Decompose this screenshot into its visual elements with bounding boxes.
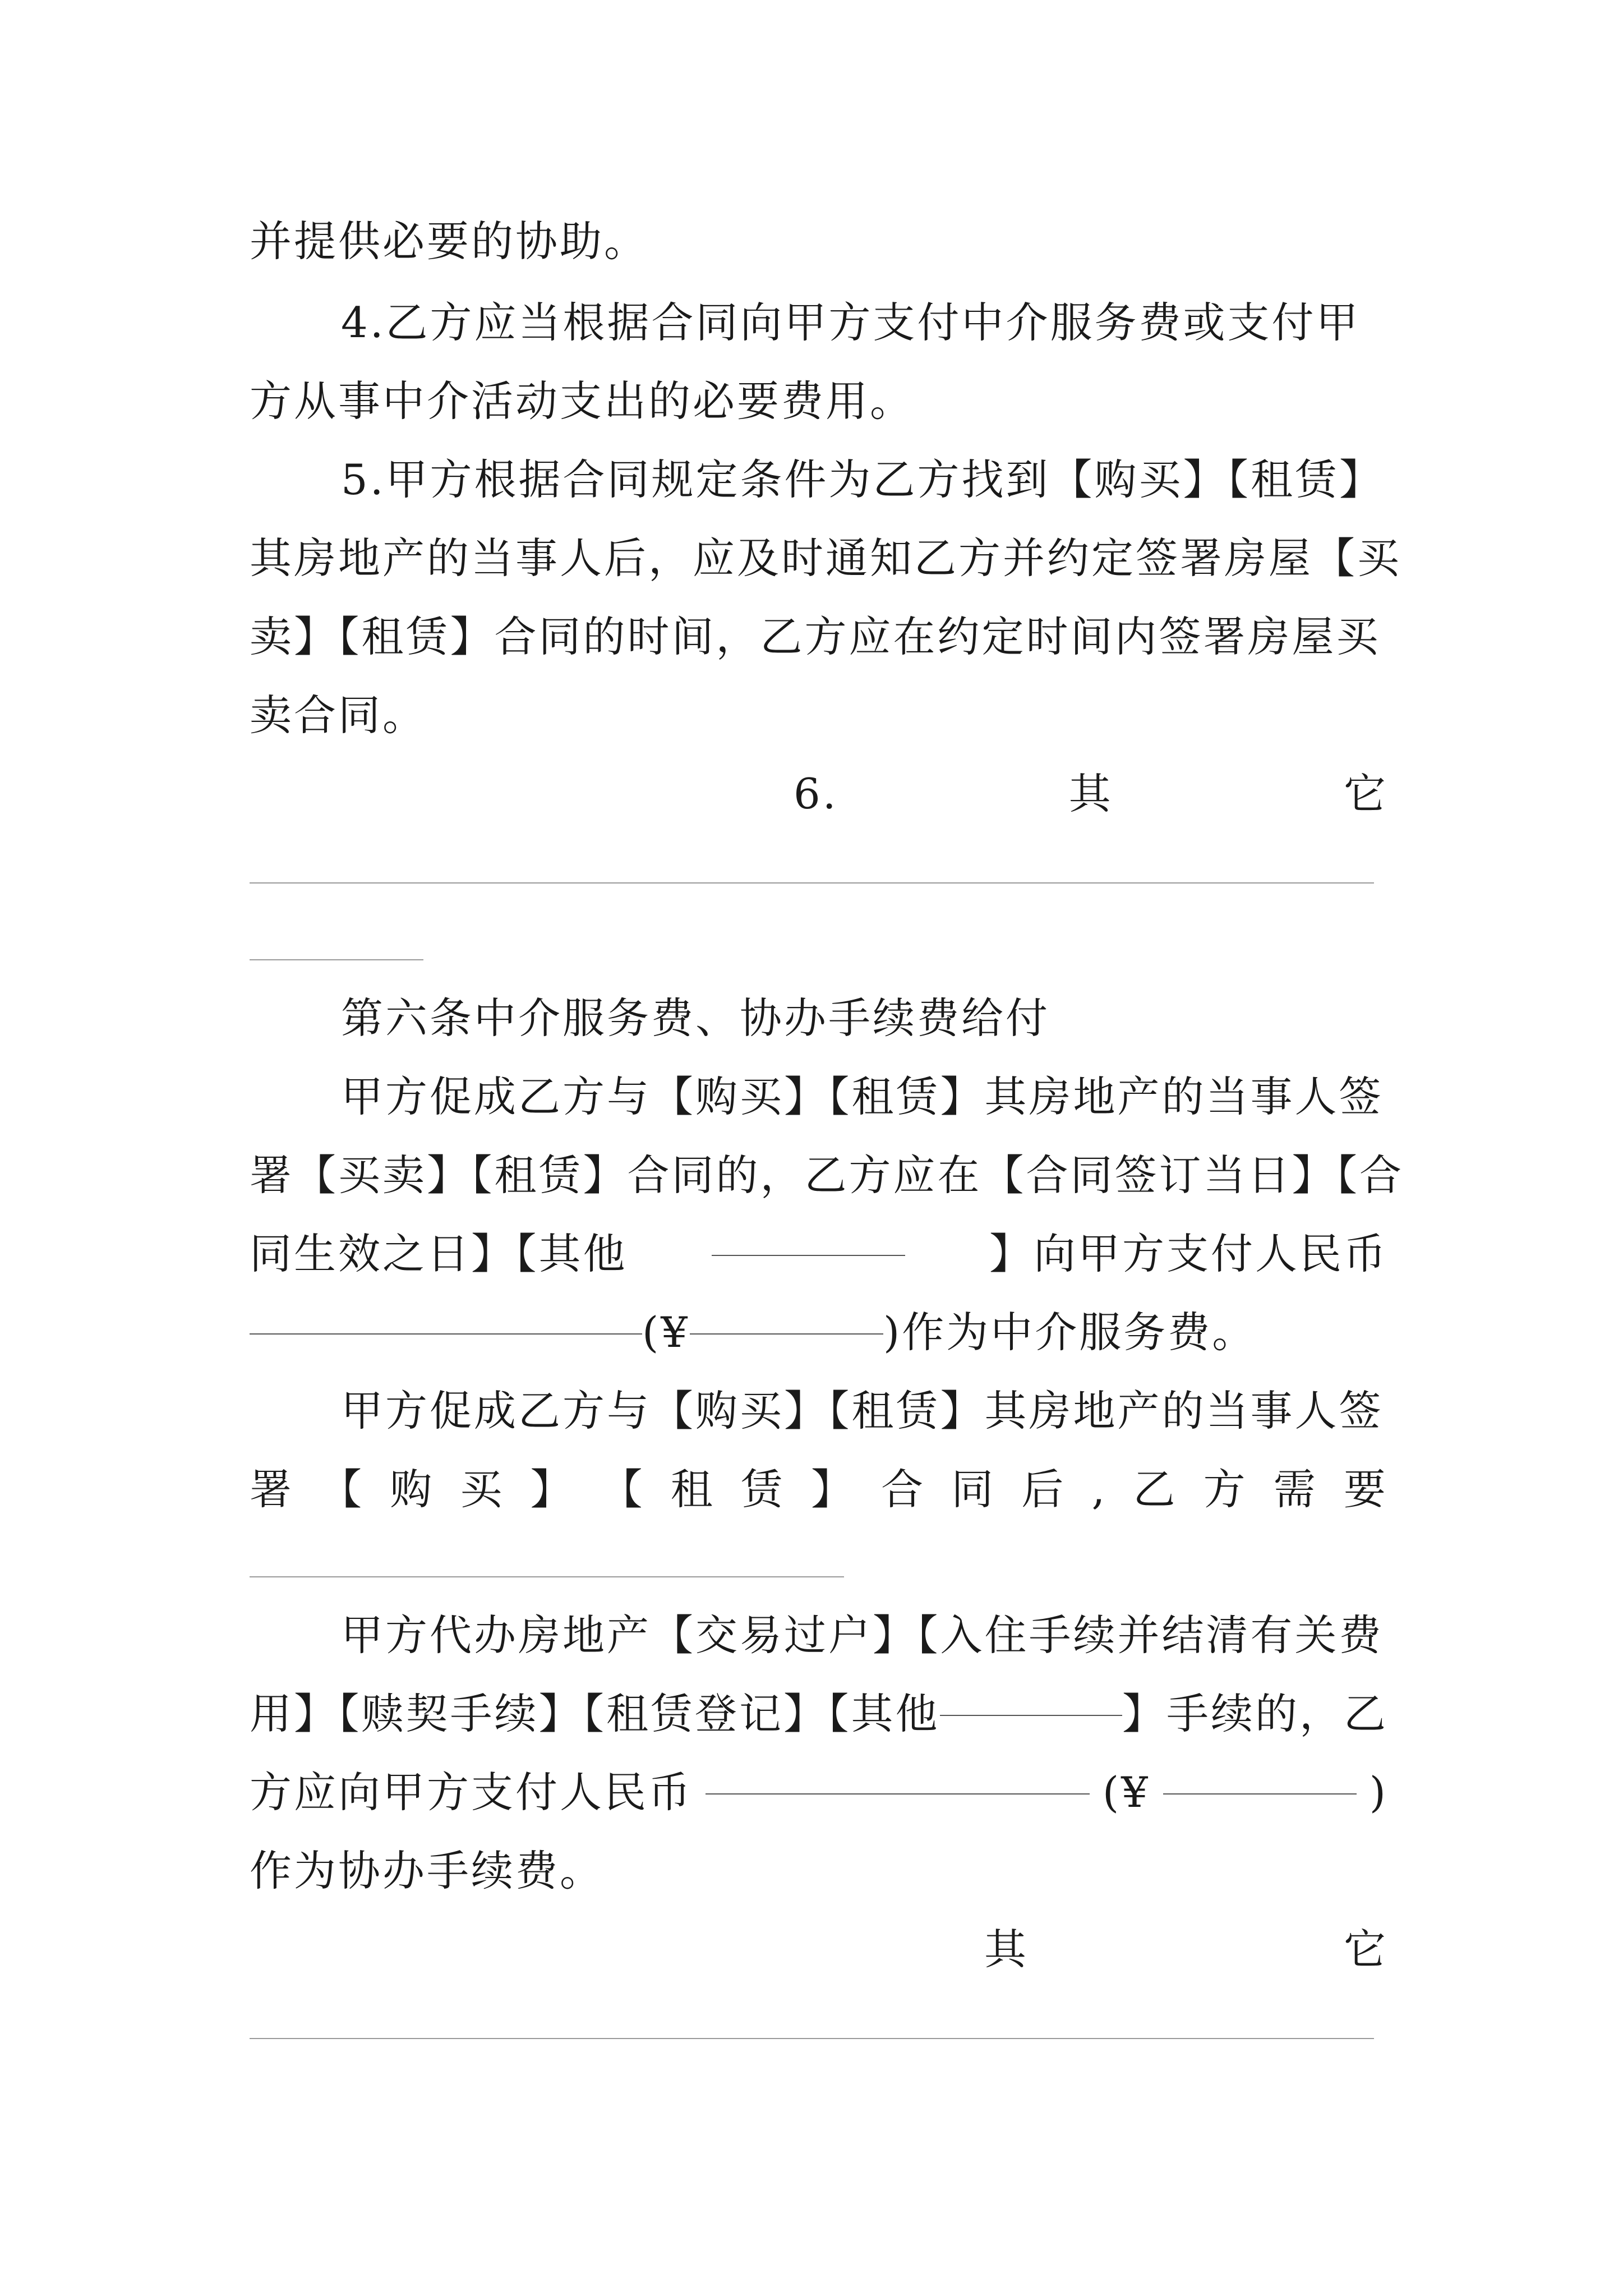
spread-char: 合 xyxy=(881,1465,926,1514)
service-fee-line-2: 署【买卖】【租赁】合同的，乙方应在【合同签订当日】【合 xyxy=(250,1151,1404,1200)
article-6-title: 第六条中介服务费、协办手续费给付 xyxy=(341,993,1050,1043)
text-segment: (¥ xyxy=(1102,1768,1150,1817)
agency-line-2 xyxy=(250,1674,1388,1753)
spread-char: 【 xyxy=(600,1465,645,1514)
text-segment: (¥ xyxy=(642,1308,690,1357)
service-fee-line-1: 甲方促成乙方与【购买】【租赁】其房地产的当事人签 xyxy=(341,1072,1384,1121)
spread-char: 赁 xyxy=(740,1465,785,1514)
text-segment: 用】【赎契手续】【租赁登记】【其他 xyxy=(250,1689,940,1738)
spread-char: 租 xyxy=(670,1465,715,1514)
assist-line-2 xyxy=(250,1450,1388,1529)
spread-char: 后 xyxy=(1021,1465,1066,1514)
spread-char: 需 xyxy=(1273,1465,1318,1514)
agency-line-3-justified xyxy=(250,1753,1388,1832)
service-fee-line-4 xyxy=(250,1293,1388,1372)
clause-4-line-2: 方从事中介活动支出的必要费用。 xyxy=(250,376,915,426)
other-heading-justified xyxy=(984,1910,1388,1989)
text-line: 并提供必要的协助。 xyxy=(250,217,649,266)
text-segment: 】向甲方支付人民币 xyxy=(989,1229,1388,1278)
spread-char: 署 xyxy=(250,1465,294,1514)
clause-6-word-2: 它 xyxy=(1343,769,1388,818)
spread-char: 方 xyxy=(1203,1465,1248,1514)
service-fee-line-3-justified xyxy=(250,1214,1388,1293)
blank-rule xyxy=(250,1576,844,1577)
agency-line-1: 甲方代办房地产【交易过户】【入住手续并结清有关费 xyxy=(341,1611,1384,1660)
spread-char: 买 xyxy=(460,1465,505,1514)
other-word-2: 它 xyxy=(1343,1925,1388,1974)
fill-blank-fee-number[interactable] xyxy=(1163,1753,1357,1795)
fill-blank-amount-words[interactable] xyxy=(250,1293,642,1335)
fill-blank-fee-words[interactable] xyxy=(706,1753,1090,1795)
agency-line-2-justified xyxy=(250,1674,1388,1753)
text-segment: 方应向甲方支付人民币 xyxy=(250,1768,693,1817)
fill-blank-other[interactable] xyxy=(712,1214,905,1256)
spread-char: 同 xyxy=(951,1465,996,1514)
service-fee-line-3 xyxy=(250,1214,1388,1293)
spread-char: , xyxy=(1091,1465,1108,1514)
blank-rule xyxy=(250,882,1374,884)
text-segment: ) xyxy=(1369,1768,1388,1817)
other-word-1: 其 xyxy=(984,1925,1029,1974)
spread-char: 购 xyxy=(390,1465,435,1514)
clause-5-line-4: 卖合同。 xyxy=(250,691,427,740)
blank-rule xyxy=(250,959,423,960)
spread-char: 】 xyxy=(811,1465,856,1514)
fill-blank-other-procedure[interactable] xyxy=(940,1674,1122,1716)
agency-line-4: 作为协办手续费。 xyxy=(250,1846,605,1895)
assist-line-1: 甲方促成乙方与【购买】【租赁】其房地产的当事人签 xyxy=(341,1386,1384,1435)
assist-line-2-justified xyxy=(250,1450,1388,1529)
spread-char: 【 xyxy=(320,1465,365,1514)
clause-5-line-1: 5.甲方根据合同规定条件为乙方找到【购买】【租赁】 xyxy=(341,455,1384,504)
spread-char: 乙 xyxy=(1133,1465,1178,1514)
text-segment: 同生效之日】【其他 xyxy=(250,1229,628,1278)
spread-char: 】 xyxy=(530,1465,575,1514)
text-segment: 】手续的，乙 xyxy=(1122,1689,1388,1738)
clause-6-heading xyxy=(794,754,1388,833)
clause-6-word-1: 其 xyxy=(1068,769,1113,818)
blank-rule xyxy=(250,2038,1374,2039)
clause-4-line-1: 4.乙方应当根据合同向甲方支付中介服务费或支付甲 xyxy=(341,298,1361,347)
spread-char: 要 xyxy=(1343,1465,1388,1514)
clause-5-line-2: 其房地产的当事人后，应及时通知乙方并约定签署房屋【买 xyxy=(250,533,1402,583)
agency-line-3 xyxy=(250,1753,1388,1832)
text-segment: )作为中介服务费。 xyxy=(883,1308,1257,1357)
clause-5-line-3: 卖】【租赁】合同的时间，乙方应在约定时间内签署房屋买 xyxy=(250,612,1381,661)
clause-6-heading-justified xyxy=(794,754,1388,833)
fill-blank-amount-number[interactable] xyxy=(690,1293,883,1335)
other-heading xyxy=(984,1910,1388,1989)
clause-6-number: 6. xyxy=(794,769,838,818)
